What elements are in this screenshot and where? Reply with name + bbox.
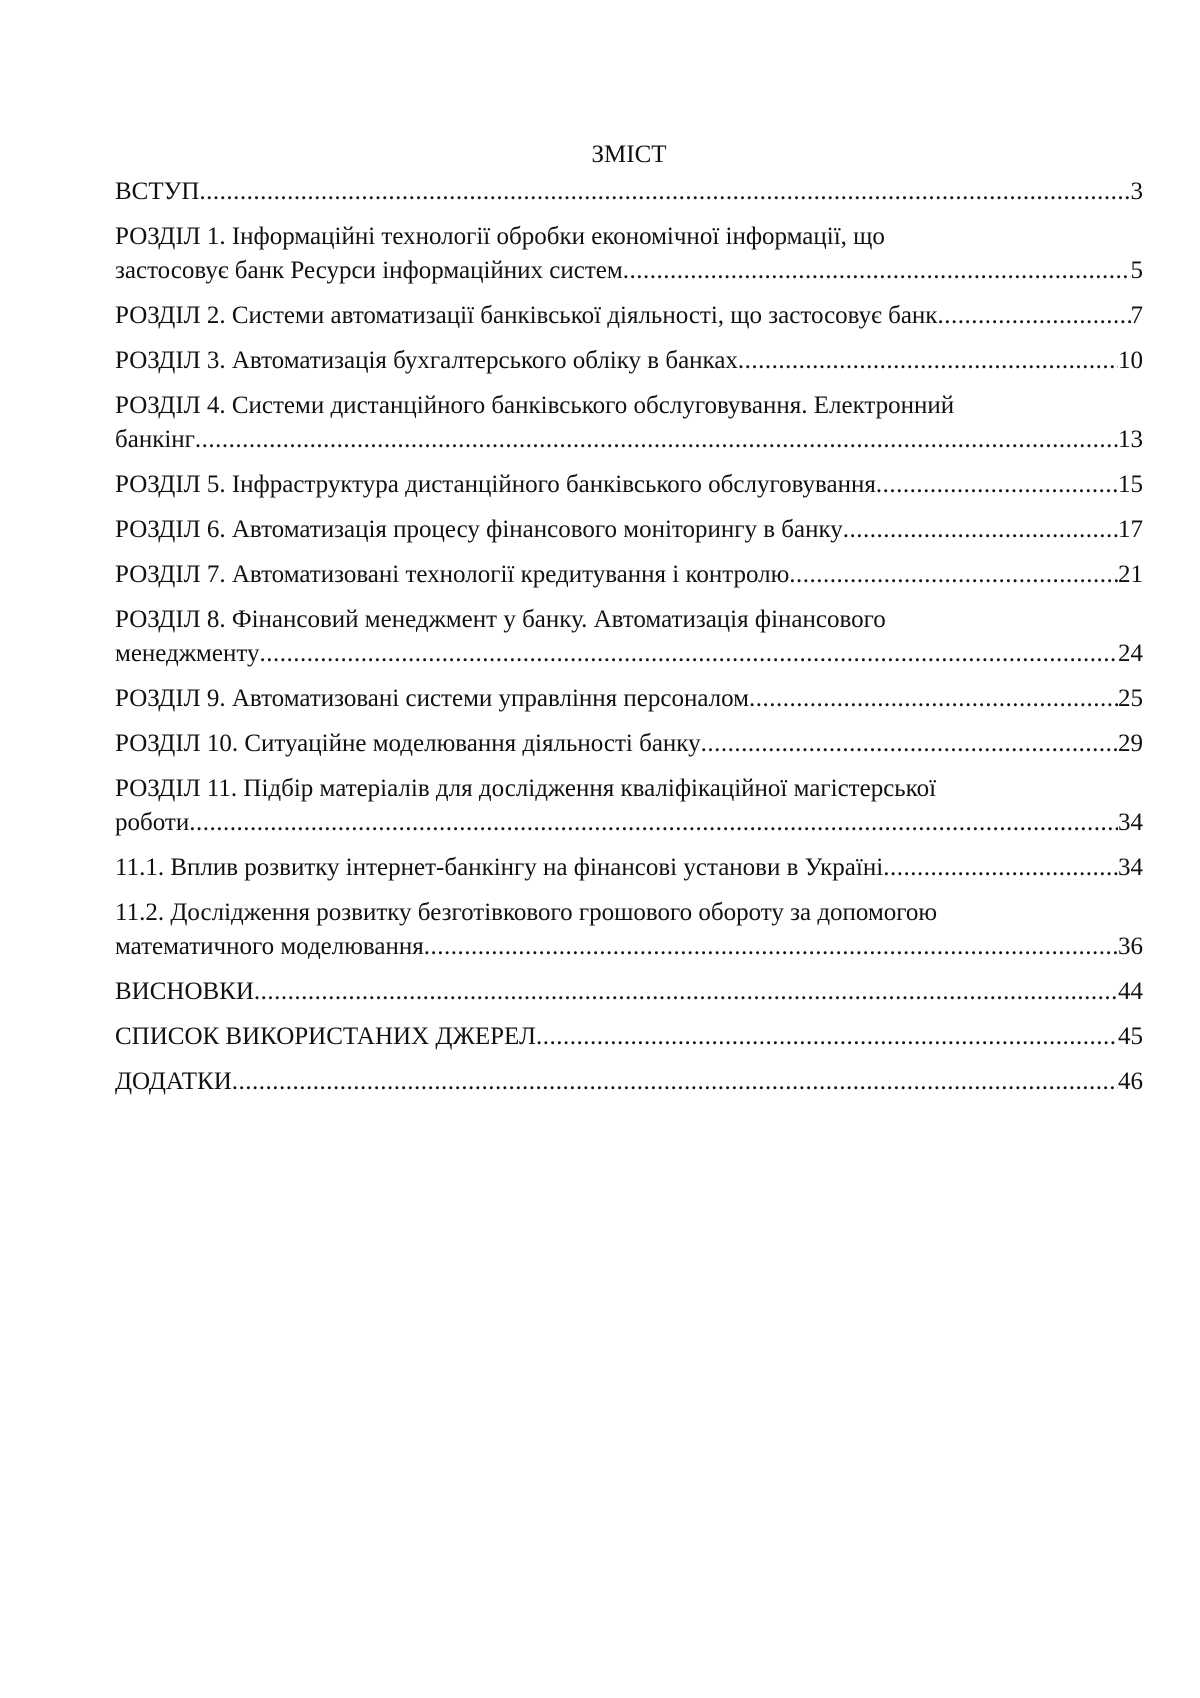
toc-page-number: 34 [1118,809,1143,836]
toc-page-number: 36 [1118,933,1143,960]
toc-entry-line [115,806,1143,840]
dot-leader [254,975,1118,1009]
toc-entry-text: РОЗДІЛ 10. Ситуаційне моделювання діяльності банку [115,730,701,757]
toc-entry-text: ВИСНОВКИ [115,978,254,1005]
toc-entry-text: РОЗДІЛ 6. Автоматизація процесу фінансового моніторингу в банку [115,516,843,543]
dot-leader [424,930,1118,964]
toc-entry-line [115,1065,1143,1099]
dot-leader [623,254,1131,288]
toc-entry [115,299,1143,333]
toc-entry [115,896,1143,964]
toc-entry [115,558,1143,592]
dot-leader [536,1020,1118,1054]
toc-entry [115,975,1143,1009]
toc-entry-line [115,423,1143,457]
dot-leader [789,558,1118,592]
dot-leader [843,513,1118,547]
dot-leader [232,1065,1118,1099]
toc-entry [115,727,1143,761]
toc-page-number: 29 [1118,730,1143,757]
toc-entry-text: менеджменту [115,640,260,667]
toc-page-number: 44 [1118,978,1143,1005]
toc-page-number: 15 [1118,471,1143,498]
toc-entry-text: РОЗДІЛ 5. Інфраструктура дистанційного банківського обслуговування [115,471,876,498]
toc-entry-line [115,727,1143,761]
table-of-contents [115,138,1143,1110]
dot-leader [195,423,1118,457]
toc-entry-text: 11.1. Вплив розвитку інтернет-банкінгу на фінансові установи в Україні [115,854,884,881]
toc-entry-text: СПИСОК ВИКОРИСТАНИХ ДЖЕРЕЛ [115,1023,536,1050]
toc-entry-line [115,175,1143,209]
toc-entry-line [115,513,1143,547]
toc-entry-line [115,637,1143,671]
toc-entry-line [115,299,1143,333]
toc-entries [115,175,1143,1099]
toc-page-number: 3 [1130,178,1143,205]
toc-entry [115,389,1143,457]
toc-entry [115,1020,1143,1054]
toc-page-number: 10 [1118,347,1143,374]
toc-entry-text: РОЗДІЛ 1. Інформаційні технології обробки економічної інформації, що [115,223,885,250]
toc-page-number: 25 [1118,685,1143,712]
toc-page-number: 5 [1130,257,1143,284]
toc-entry [115,772,1143,840]
toc-entry-text: ДОДАТКИ [115,1068,232,1095]
dot-leader [259,637,1118,671]
toc-entry [115,220,1143,288]
toc-entry-text: РОЗДІЛ 4. Системи дистанційного банківського обслуговування. Електронний [115,392,955,419]
toc-entry-text: 11.2. Дослідження розвитку безготівкового грошового обороту за допомогою [115,899,938,926]
dot-leader [199,175,1130,209]
toc-entry-line [115,254,1143,288]
toc-entry [115,175,1143,209]
dot-leader [749,682,1118,716]
toc-page-number: 24 [1118,640,1143,667]
toc-title: ЗМІСТ [591,141,667,168]
toc-entry-line [115,468,1143,502]
toc-page-number: 13 [1118,426,1143,453]
toc-entry [115,1065,1143,1099]
toc-entry-text: застосовує банк Ресурси інформаційних систем [115,257,623,284]
toc-page-number: 45 [1118,1023,1143,1050]
toc-entry-text: РОЗДІЛ 9. Автоматизовані системи управління персоналом [115,685,749,712]
dot-leader [883,851,1118,885]
dot-leader [738,344,1118,378]
toc-page-number: 34 [1118,854,1143,881]
toc-page-number: 7 [1130,302,1143,329]
toc-entry-text: РОЗДІЛ 11. Підбір матеріалів для дослідження кваліфікаційної магістерської [115,775,937,802]
toc-entry [115,344,1143,378]
toc-page-number: 46 [1118,1068,1143,1095]
dot-leader [189,806,1118,840]
dot-leader [876,468,1118,502]
toc-entry-line [115,344,1143,378]
toc-entry-text: ВСТУП [115,178,200,205]
toc-entry [115,468,1143,502]
toc-page-number: 21 [1118,561,1143,588]
toc-entry-text: РОЗДІЛ 7. Автоматизовані технології кредитування і контролю [115,561,790,588]
toc-entry-text: РОЗДІЛ 8. Фінансовий менеджмент у банку. Автоматизація фінансового [115,606,886,633]
toc-entry-line [115,1020,1143,1054]
toc-entry-line [115,851,1143,885]
toc-entry [115,603,1143,671]
toc-page-number: 17 [1118,516,1143,543]
toc-entry-line [115,558,1143,592]
toc-entry [115,513,1143,547]
toc-entry-text: банкінг [115,426,195,453]
dot-leader [701,727,1118,761]
toc-entry-text: РОЗДІЛ 3. Автоматизація бухгалтерського обліку в банках [115,347,738,374]
toc-entry-line [115,930,1143,964]
dot-leader [937,299,1130,333]
toc-entry-text: математичного моделювання [115,933,424,960]
toc-entry-text: РОЗДІЛ 2. Системи автоматизації банківської діяльності, що застосовує банк [115,302,938,329]
toc-entry-line [115,975,1143,1009]
toc-entry [115,682,1143,716]
toc-entry [115,851,1143,885]
toc-entry-text: роботи [115,809,190,836]
toc-entry-line [115,682,1143,716]
